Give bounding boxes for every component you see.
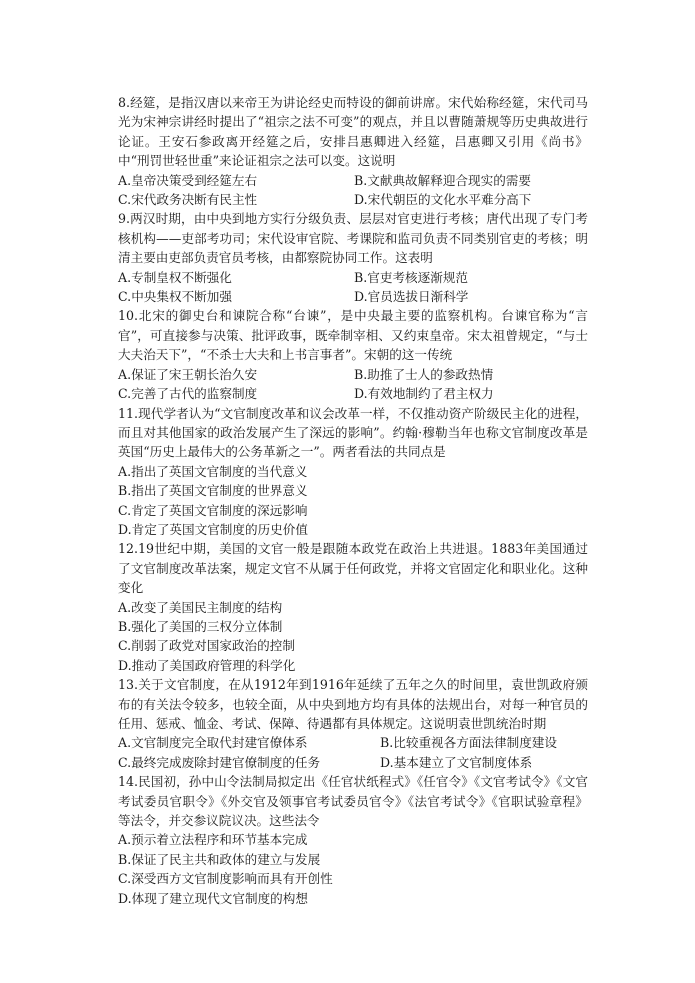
option-b[interactable]: B.指出了英国文官制度的世界意义: [118, 483, 308, 499]
question-stem: 10.北宋的御史台和谏院合称“台谏”，是中央最主要的监察机构。台谏官称为“言官”，可直接参与决策、批评政事，既牵制宰相、又约束皇帝。宋太祖曾规定，“与士大夫治天下”，“不杀士大夫和上书言事者”。宋朝的这一传统: [118, 308, 588, 363]
question-8: [118, 93, 588, 209]
question-stem: 8.经筵，是指汉唐以来帝王为讲论经史而特设的御前讲席。宋代始称经筵，宋代司马光为宋神宗讲经时提出了“祖宗之法不可变”的观点，并且以曹随萧规等历史典故进行论证。王安石参政离开经筵之后，安排吕惠卿进入经筵，吕惠卿又引用《尚书》中“刑罚世轻世重”来论证祖宗之法可以变。这说明: [118, 95, 588, 169]
option-c[interactable]: C.中央集权不断加强: [118, 289, 232, 305]
option-c[interactable]: C.深受西方文官制度影响而具有开创性: [118, 871, 333, 887]
question-11: [118, 404, 588, 540]
option-row: [118, 384, 588, 403]
option-row: [118, 190, 588, 209]
option-a[interactable]: A.皇帝决策受到经筵左右: [118, 172, 258, 188]
option-d[interactable]: D.体现了建立现代文官制度的构想: [118, 890, 308, 906]
question-stem: 12.19世纪中期，美国的文官一般是跟随本政党在政治上共进退。1883年美国通过了文官制度改革法案，规定文官不从属于任何政党，并将文官固定化和职业化。这种变化: [118, 541, 588, 596]
option-b[interactable]: B.助推了士人的参政热情: [354, 366, 494, 382]
question-stem: 14.民国初，孙中山令法制局拟定出《任官状纸程式》《任官令》《文官考试令》《文官考试委员官职令》《外交官及领事官考试委员官令》《法官考试令》《官职试验章程》等法令，并交参议院议决。这些法令: [118, 774, 588, 829]
option-d[interactable]: D.有效地制约了君主权力: [354, 386, 494, 402]
option-c[interactable]: C.肯定了英国文官制度的深远影响: [118, 502, 308, 518]
option-d[interactable]: D.推动了美国政府管理的科学化: [118, 657, 296, 673]
option-row: [118, 733, 588, 752]
option-b[interactable]: B.强化了美国的三权分立体制: [118, 618, 283, 634]
question-9: [118, 209, 588, 306]
option-row: [118, 287, 588, 306]
question-12: [118, 539, 588, 675]
question-10: [118, 306, 588, 403]
option-d[interactable]: D.基本建立了文官制度体系: [380, 754, 533, 770]
option-row: [118, 365, 588, 384]
option-b[interactable]: B.官吏考核逐渐规范: [354, 269, 469, 285]
question-stem: 11.现代学者认为“文官制度改革和议会改革一样，不仅推动资产阶级民主化的进程，而且对其他国家的政治发展产生了深远的影响”。约翰·穆勒当年也称文官制度改革是英国“历史上最伟大的公务革新之一”。两者看法的共同点是: [118, 405, 588, 460]
option-d[interactable]: D.官员选拔日渐科学: [354, 289, 469, 305]
option-a[interactable]: A.专制皇权不断强化: [118, 269, 232, 285]
option-b[interactable]: B.文献典故解释迎合现实的需要: [354, 172, 531, 188]
option-row: [118, 171, 588, 190]
option-b[interactable]: B.比较重视各方面法律制度建设: [380, 735, 557, 751]
question-stem: 13.关于文官制度，在从1912年到1916年延续了五年之久的时间里，袁世凯政府颁布的有关法令较多，也较全面，从中央到地方均有具体的法规出台，对每一种官员的任用、惩戒、恤金、考试、保障、待遇都有具体规定。这说明袁世凯统治时期: [118, 677, 588, 731]
option-d[interactable]: D.肯定了英国文官制度的历史价值: [118, 521, 308, 537]
option-a[interactable]: A.改变了美国民主制度的结构: [118, 599, 283, 615]
exam-page: [118, 93, 588, 908]
question-stem: 9.两汉时期，由中央到地方实行分级负责、层层对官吏进行考核；唐代出现了专门考核机构——吏部考功司；宋代设审官院、考课院和监司负责不同类别官吏的考核；明清主要由吏部负责官员考核，由都察院协同工作。这表明: [118, 211, 588, 266]
option-row: [118, 268, 588, 287]
option-c[interactable]: C.完善了古代的监察制度: [118, 386, 258, 402]
option-a[interactable]: A.预示着立法程序和环节基本完成: [118, 832, 308, 848]
question-13: [118, 675, 588, 772]
option-c[interactable]: C.宋代政务决断有民主性: [118, 192, 258, 208]
option-d[interactable]: D.宋代朝臣的文化水平难分高下: [354, 192, 532, 208]
question-14: [118, 772, 588, 908]
option-row: [118, 753, 588, 772]
option-c[interactable]: C.最终完成废除封建官僚制度的任务: [118, 754, 321, 770]
option-a[interactable]: A.文官制度完全取代封建官僚体系: [118, 735, 308, 751]
option-c[interactable]: C.削弱了政党对国家政治的控制: [118, 638, 295, 654]
option-b[interactable]: B.保证了民主共和政体的建立与发展: [118, 851, 321, 867]
option-a[interactable]: A.指出了英国文官制度的当代意义: [118, 463, 308, 479]
option-a[interactable]: A.保证了宋王朝长治久安: [118, 366, 258, 382]
